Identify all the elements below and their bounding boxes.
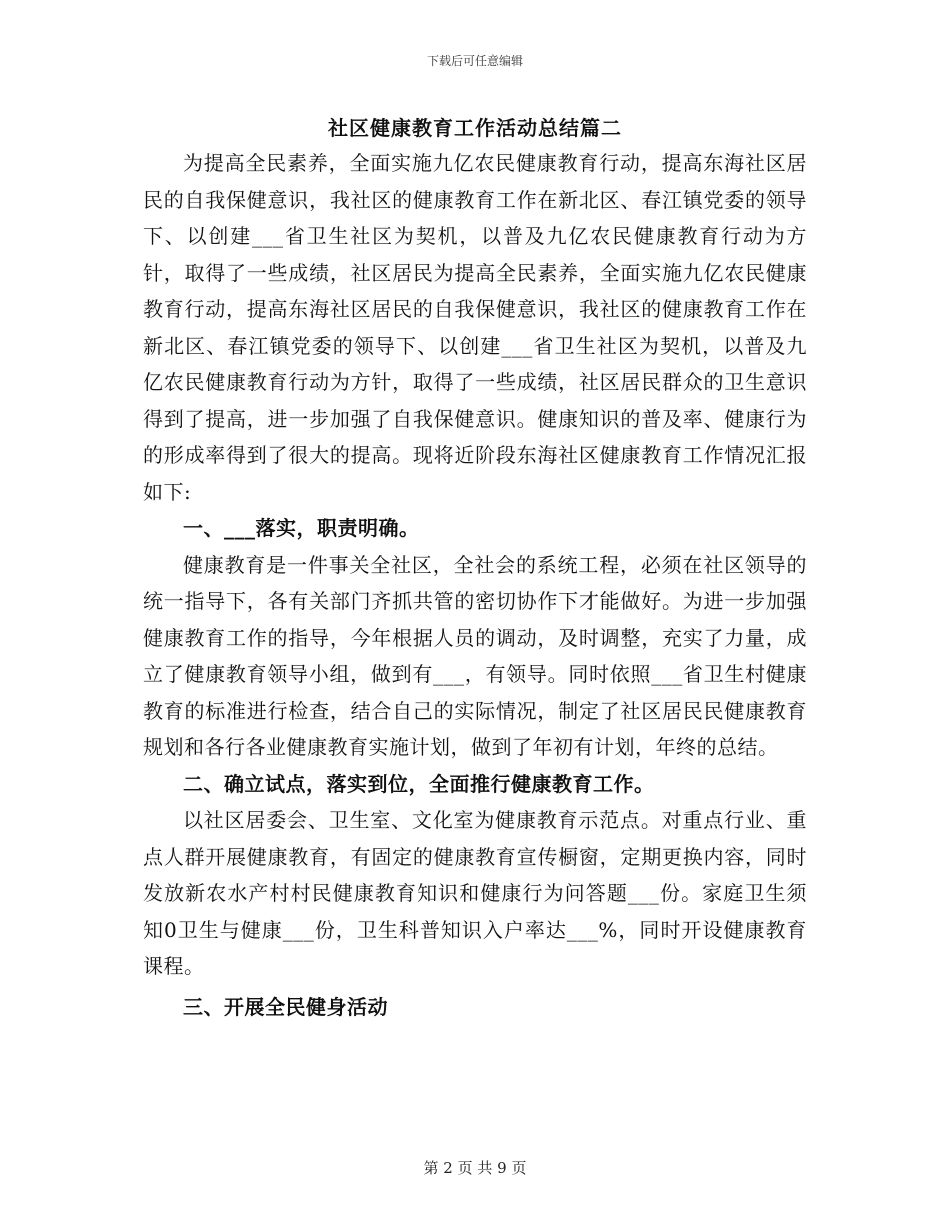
section-2-paragraph: 以社区居委会、卫生室、文化室为健康教育示范点。对重点行业、重点人群开展健康教育，有固定的健康教育宣传橱窗，定期更换内容，同时发放新农水产村村民健康教育知识和健康行为问答题___份。家庭卫生须知0卫生与健康___份，卫生科普知识入户率达___%，同时开设健康教育课程。 [143, 808, 807, 978]
intro-paragraph: 为提高全民素养，全面实施九亿农民健康教育行动，提高东海社区居民的自我保健意识，我社区的健康教育工作在新北区、春江镇党委的领导下、以创建___省卫生社区为契机，以普及九亿农民健康教育行动为方针，取得了一些成绩，社区居民为提高全民素养，全面实施九亿农民健康教育行动，提高东海社区居民的自我保健意识，我社区的健康教育工作在新北区、春江镇党委的领导下、以创建___省卫生社区为契机，以普及九亿农民健康教育行动为方针，取得了一些成绩，社区居民群众的卫生意识得到了提高，进一步加强了自我保健意识。健康知识的普及率、健康行为的形成率得到了很大的提高。现将近阶段东海社区健康教育工作情况汇报如下: [143, 151, 807, 504]
section-2-heading: 二、确立试点，落实到位，全面推行健康教育工作。 [183, 771, 655, 796]
page-header-note: 下载后可任意编辑 [426, 54, 523, 68]
page-number: 第 2 页 共 9 页 [423, 1159, 527, 1177]
section-1-heading: 一、___落实，职责明确。 [183, 516, 420, 540]
document-title: 社区健康教育工作活动总结篇二 [328, 116, 622, 140]
section-3-heading: 三、开展全民健身活动 [183, 994, 388, 1019]
section-1-paragraph: 健康教育是一件事关全社区，全社会的系统工程，必须在社区领导的统一指导下，各有关部门齐抓共管的密切协作下才能做好。为进一步加强健康教育工作的指导，今年根据人员的调动，及时调整，充实了力量，成立了健康教育领导小组，做到有___，有领导。同时依照___省卫生村健康教育的标准进行检查，结合自己的实际情况，制定了社区居民民健康教育规划和各行各业健康教育实施计划，做到了年初有计划，年终的总结。 [143, 552, 807, 759]
document-body [143, 145, 807, 1025]
